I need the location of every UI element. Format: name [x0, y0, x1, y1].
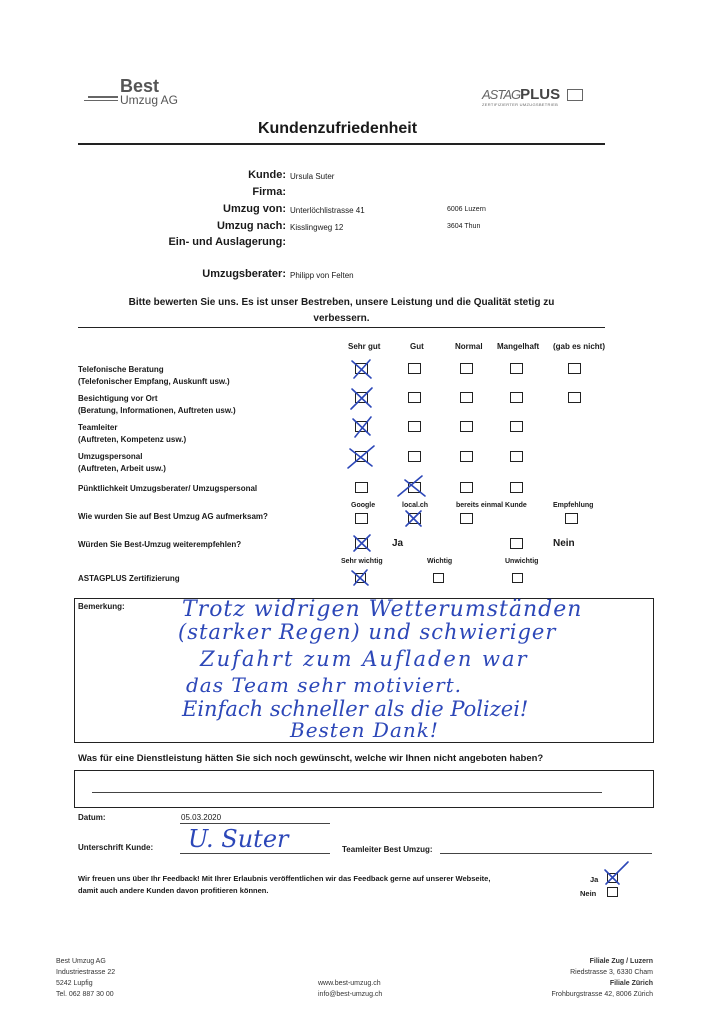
datum-line — [180, 823, 330, 824]
checkbox-personal-sehr-gut[interactable] — [355, 451, 368, 462]
footer-address — [56, 956, 115, 1000]
checkbox-consent-ja[interactable] — [607, 873, 618, 883]
customer-signature: U. Suter — [188, 825, 289, 853]
checkbox-punkt-mangelhaft[interactable] — [510, 482, 523, 493]
source-option-empfehlung: Empfehlung — [553, 502, 594, 509]
source-question: Wie wurden Sie auf Best Umzug AG aufmerksam? — [78, 512, 268, 521]
datum-label: Datum: — [78, 813, 106, 822]
recommend-ja-label: Ja — [392, 538, 404, 549]
astag-plus-logo — [482, 86, 602, 112]
consent-ja-label: Ja — [590, 875, 599, 884]
footer-website-link[interactable]: www.best-umzug.ch — [318, 980, 381, 987]
recommend-question: Würden Sie Best-Umzug weiterempfehlen? — [78, 540, 242, 549]
teamleiter-line[interactable] — [440, 853, 652, 854]
berater-label: Umzugsberater: — [202, 268, 286, 280]
checkbox-besicht-normal[interactable] — [460, 392, 473, 403]
checkbox-tel-gab-es-nicht[interactable] — [568, 363, 581, 374]
row-puenktlichkeit: Pünktlichkeit Umzugsberater/ Umzugspersonal — [78, 484, 258, 493]
footer-city: 5242 Lupfig — [56, 980, 93, 987]
firma-label: Firma: — [252, 186, 286, 198]
astag-option-sehr-wichtig: Sehr wichtig — [341, 558, 383, 565]
checkbox-source-google[interactable] — [355, 513, 368, 524]
checkbox-teamleiter-mangelhaft[interactable] — [510, 421, 523, 432]
col-gab-es-nicht: (gab es nicht) — [553, 342, 606, 351]
col-gut: Gut — [410, 342, 424, 351]
checkbox-besicht-gab-es-nicht[interactable] — [568, 392, 581, 403]
row-title: Telefonische Beratung — [78, 365, 164, 374]
unterschrift-kunde-label: Unterschrift Kunde: — [78, 843, 154, 852]
remark-line-3: Zufahrt zum Aufladen war — [200, 647, 529, 671]
title-underline — [78, 143, 605, 145]
footer-filialen — [500, 956, 653, 1000]
checkbox-teamleiter-gut[interactable] — [408, 421, 421, 432]
footer-email-link[interactable]: info@best-umzug.ch — [318, 991, 383, 998]
service-question: Was für eine Dienstleistung hätten Sie sich noch gewünscht, welche wir Ihnen nicht angeboten haben? — [78, 753, 544, 764]
berater-value: Philipp von Felten — [290, 271, 354, 280]
remark-line-2: (starker Regen) und schwieriger — [178, 620, 557, 644]
footer-street: Industriestrasse 22 — [56, 969, 116, 976]
consent-text-line1: Wir freuen uns über Ihr Feedback! Mit Ihrer Erlaubnis veröffentlichen wir das Feedback gerne auf unserer Webseite, — [78, 874, 491, 883]
service-answer-box[interactable] — [74, 770, 654, 808]
logo-astag-text: ASTAG — [482, 87, 521, 102]
checkbox-recommend-ja[interactable] — [355, 538, 368, 549]
logo-astag-subtitle: ZERTIFIZIERTER UMZUGSBETRIEB — [482, 102, 559, 107]
unterschrift-kunde-line — [180, 853, 330, 854]
row-umzugspersonal — [78, 451, 166, 475]
checkbox-consent-nein[interactable] — [607, 887, 618, 897]
col-sehr-gut: Sehr gut — [348, 342, 381, 351]
checkbox-besicht-gut[interactable] — [408, 392, 421, 403]
row-subtitle: (Beratung, Informationen, Auftreten usw.) — [78, 406, 236, 415]
kunde-label: Kunde: — [248, 169, 286, 181]
checkbox-besicht-mangelhaft[interactable] — [510, 392, 523, 403]
logo-speed-lines — [84, 96, 118, 104]
row-title: Umzugspersonal — [78, 452, 143, 461]
footer-web-block — [318, 978, 382, 1000]
row-subtitle: (Auftreten, Kompetenz usw.) — [78, 435, 187, 444]
umzug-von-label: Umzug von: — [223, 203, 286, 215]
row-teamleiter — [78, 422, 186, 446]
remark-line-6: Besten Dank! — [290, 718, 439, 742]
logo-plus-text: PLUS — [520, 86, 561, 103]
logo-best-text: Best — [120, 76, 160, 96]
checkbox-personal-normal[interactable] — [460, 451, 473, 462]
checkbox-teamleiter-sehr-gut[interactable] — [355, 421, 368, 432]
col-normal: Normal — [455, 342, 483, 351]
truck-icon — [567, 89, 583, 101]
filiale-zuerich-title: Filiale Zürich — [609, 980, 653, 987]
consent-text-line2: damit auch andere Kunden davon profitieren können. — [78, 886, 269, 895]
astag-label: ASTAGPLUS Zertifizierung — [78, 574, 180, 583]
checkbox-besicht-sehr-gut[interactable] — [355, 392, 368, 403]
umzug-nach-label: Umzug nach: — [216, 220, 286, 232]
intro-text-line2: verbessern. — [313, 313, 370, 324]
remark-line-4: das Team sehr motiviert. — [186, 673, 463, 697]
astag-option-wichtig: Wichtig — [427, 558, 453, 565]
best-umzug-logo — [84, 76, 204, 110]
remark-line-1: Trotz widrigen Wetterumständen — [182, 597, 583, 622]
filiale-zuerich-address: Frohburgstrasse 42, 8006 Zürich — [551, 991, 653, 998]
recommend-nein-label: Nein — [553, 538, 575, 549]
checkbox-teamleiter-normal[interactable] — [460, 421, 473, 432]
checkbox-source-empfehlung[interactable] — [565, 513, 578, 524]
checkbox-punkt-normal[interactable] — [460, 482, 473, 493]
checkbox-tel-mangelhaft[interactable] — [510, 363, 523, 374]
consent-nein-label: Nein — [580, 889, 597, 898]
row-title: Besichtigung vor Ort — [78, 394, 158, 403]
datum-value: 05.03.2020 — [181, 813, 222, 822]
teamleiter-label: Teamleiter Best Umzug: — [342, 845, 433, 854]
checkbox-personal-gut[interactable] — [408, 451, 421, 462]
checkbox-tel-sehr-gut[interactable] — [355, 363, 368, 374]
filiale-zug-address: Riedstrasse 3, 6330 Cham — [570, 969, 653, 976]
astag-option-unwichtig: Unwichtig — [505, 558, 539, 565]
footer-tel: Tel. 062 887 30 00 — [56, 991, 114, 998]
footer-company: Best Umzug AG — [56, 958, 106, 965]
service-answer-line — [92, 792, 602, 793]
intro-underline — [78, 327, 605, 328]
row-telefonische-beratung — [78, 364, 230, 388]
checkbox-punkt-gut[interactable] — [408, 482, 421, 493]
checkbox-source-kunde[interactable] — [460, 513, 473, 524]
col-mangelhaft: Mangelhaft — [497, 342, 540, 351]
checkbox-tel-gut[interactable] — [408, 363, 421, 374]
umzug-von-city: 6006 Luzern — [447, 206, 486, 213]
checkbox-tel-normal[interactable] — [460, 363, 473, 374]
row-subtitle: (Telefonischer Empfang, Auskunft usw.) — [78, 377, 230, 386]
checkbox-source-localch[interactable] — [408, 513, 421, 524]
remark-label: Bemerkung: — [78, 602, 125, 611]
source-option-google: Google — [351, 502, 376, 509]
umzug-nach-street: Kisslingweg 12 — [290, 223, 344, 232]
kunde-value: Ursula Suter — [290, 172, 335, 181]
umzug-nach-city: 3604 Thun — [447, 223, 481, 230]
lagerung-label: Ein- und Auslagerung: — [168, 236, 286, 248]
checkbox-punkt-sehr-gut[interactable] — [355, 482, 368, 493]
checkbox-astag-wichtig[interactable] — [433, 573, 444, 583]
row-subtitle: (Auftreten, Arbeit usw.) — [78, 464, 166, 473]
umzug-von-street: Unterlöchlistrasse 41 — [290, 206, 365, 215]
filiale-zug-title: Filiale Zug / Luzern — [589, 958, 653, 965]
checkbox-astag-unwichtig[interactable] — [512, 573, 523, 583]
row-besichtigung — [78, 393, 236, 417]
logo-umzug-text: Umzug AG — [120, 93, 179, 107]
remark-line-5: Einfach schneller als die Polizei! — [182, 697, 529, 721]
source-option-kunde: bereits einmal Kunde — [456, 502, 527, 509]
intro-text-line1: Bitte bewerten Sie uns. Es ist unser Bestreben, unsere Leistung und die Qualität stetig zu — [128, 297, 555, 308]
checkbox-personal-mangelhaft[interactable] — [510, 451, 523, 462]
row-title: Teamleiter — [78, 423, 118, 432]
checkbox-astag-sehr-wichtig[interactable] — [355, 573, 366, 583]
source-option-localch: local.ch — [402, 502, 429, 509]
page-title: Kundenzufriedenheit — [257, 120, 418, 137]
checkbox-recommend-nein[interactable] — [510, 538, 523, 549]
